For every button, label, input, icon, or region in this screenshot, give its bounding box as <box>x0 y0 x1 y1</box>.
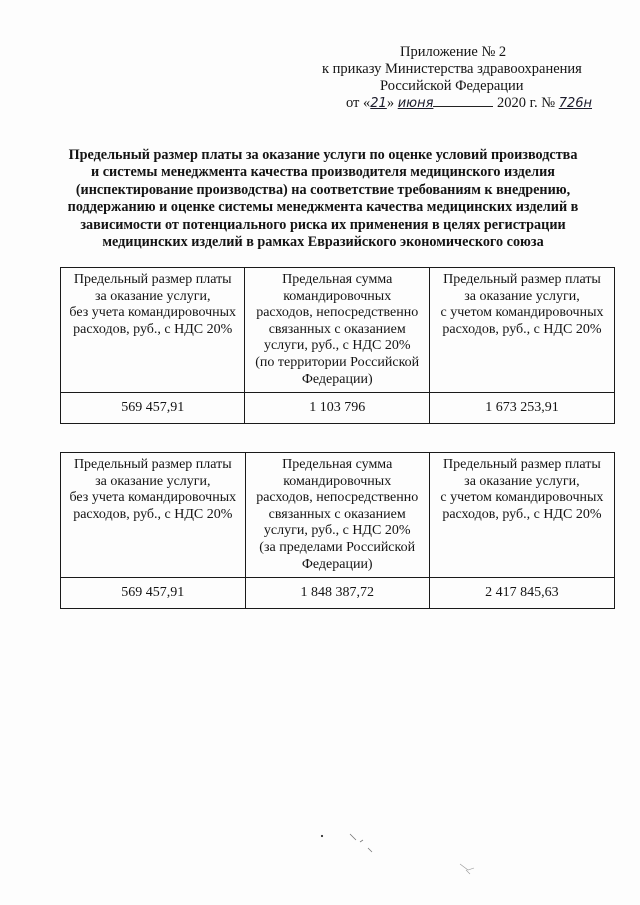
table-header-row <box>61 268 615 393</box>
value-fee-without-travel: 569 457,91 <box>61 393 245 424</box>
table-header-row <box>61 453 615 578</box>
date-blank-line <box>433 106 493 107</box>
title-line: поддержанию и оценке системы менеджмента качества медицинских изделий в <box>67 199 579 216</box>
table-value-row <box>61 578 615 609</box>
header-fee-without-travel: Предельный размер платы за оказание услуги, без учета командировочных расходов, руб., с НДС 20% <box>61 268 245 393</box>
title-line: медицинских изделий в рамках Евразийского экономического союза <box>102 234 544 251</box>
value-fee-with-travel: 1 673 253,91 <box>429 393 614 424</box>
value-fee-with-travel: 2 417 845,63 <box>429 578 614 609</box>
header-fee-with-travel: Предельный размер платы за оказание услуги, с учетом командировочных расходов, руб., с НДС 20% <box>429 453 614 578</box>
handwritten-day: 21 <box>370 96 387 111</box>
date-day-close: » <box>386 95 395 111</box>
fee-table-abroad <box>60 452 615 609</box>
value-travel-expenses: 1 848 387,72 <box>245 578 429 609</box>
annex-order-line: к приказу Министерства здравоохранения <box>322 61 582 77</box>
fee-table-russia <box>60 267 615 424</box>
header-fee-without-travel: Предельный размер платы за оказание услуги, без учета командировочных расходов, руб., с НДС 20% <box>61 453 246 578</box>
annex-title: Приложение № 2 <box>400 44 507 60</box>
value-fee-without-travel: 569 457,91 <box>61 578 246 609</box>
annex-header <box>300 44 610 112</box>
date-prefix: от « <box>346 95 371 111</box>
title-line: зависимости от потенциального риска их применения в целях регистрации <box>80 216 566 233</box>
annex-date-line <box>300 95 610 112</box>
header-fee-with-travel: Предельный размер платы за оказание услуги, с учетом командировочных расходов, руб., с НДС 20% <box>429 268 614 393</box>
annex-country-line: Российской Федерации <box>380 78 524 94</box>
value-travel-expenses: 1 103 796 <box>245 393 430 424</box>
scan-specks <box>310 820 510 880</box>
title-line: (инспектирование производства) на соответствие требованиям к внедрению, <box>75 181 571 198</box>
table-value-row <box>61 393 615 424</box>
title-line: Предельный размер платы за оказание услуги по оценке условий производства <box>68 147 578 163</box>
header-travel-expenses: Предельная сумма командировочных расходов, непосредственно связанных с оказанием услуги, руб., с НДС 20% (за пределами Российской Федерации) <box>245 453 429 578</box>
date-year: 2020 г. № <box>497 95 556 111</box>
handwritten-month: июня <box>397 96 434 111</box>
header-travel-expenses: Предельная сумма командировочных расходов, непосредственно связанных с оказанием услуги, руб., с НДС 20% (по территории Российской Федерации) <box>245 268 430 393</box>
handwritten-order-number: 726н <box>558 96 593 111</box>
document-title <box>40 147 606 251</box>
title-line: и системы менеджмента качества производителя медицинского изделия <box>91 164 555 181</box>
